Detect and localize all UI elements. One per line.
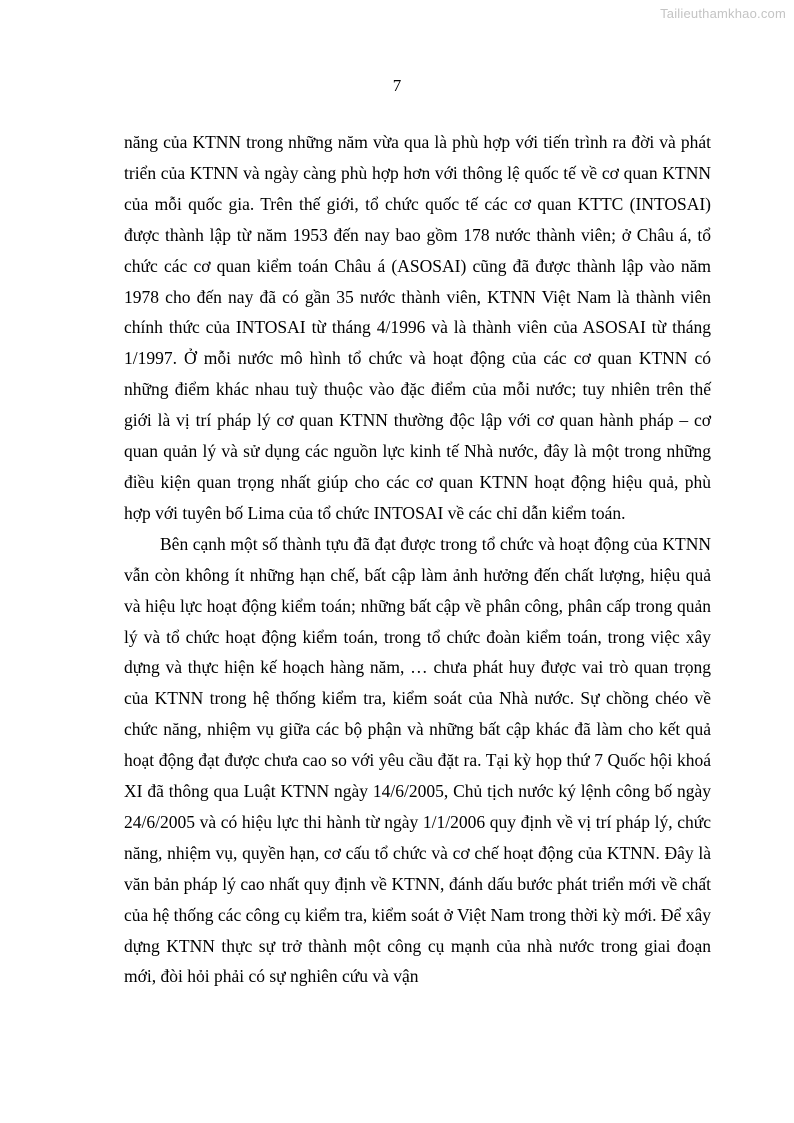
paragraph-continued: năng của KTNN trong những năm vừa qua là phù hợp với tiến trình ra đời và phát triển của KTNN và ngày càng phù hợp hơn với thông lệ quốc tế về cơ quan KTNN của mỗi quốc gia. Trên thế giới, tổ chức quốc tế các cơ quan KTTC (INTOSAI) được thành lập từ năm 1953 đến nay bao gồm 178 nước thành viên; ở Châu á, tổ chức các cơ quan kiểm toán Châu á (ASOSAI) cũng đã được thành lập vào năm 1978 cho đến nay đã có gần 35 nước thành viên, KTNN Việt Nam là thành viên chính thức của INTOSAI từ tháng 4/1996 và là thành viên của ASOSAI từ tháng 1/1997. Ở mỗi nước mô hình tổ chức và hoạt động của các cơ quan KTNN có những điểm khác nhau tuỳ thuộc vào đặc điểm của mỗi nước; tuy nhiên trên thế giới là vị trí pháp lý cơ quan KTNN thường độc lập với cơ quan hành pháp – cơ quan quản lý và sử dụng các nguồn lực kinh tế Nhà nước, đây là một trong những điều kiện quan trọng nhất giúp cho các cơ quan KTNN hoạt động hiệu quả, phù hợp với tuyên bố Lima của tổ chức INTOSAI về các chỉ dẫn kiểm toán. xyxy=(124,132,711,523)
paragraph: Bên cạnh một số thành tựu đã đạt được trong tổ chức và hoạt động của KTNN vẫn còn không ít những hạn chế, bất cập làm ảnh hưởng đến chất lượng, hiệu quả và hiệu lực hoạt động kiểm toán; những bất cập về phân công, phân cấp trong quản lý và tổ chức hoạt động kiểm toán, trong tổ chức đoàn kiểm toán, trong việc xây dựng và thực hiện kế hoạch hàng năm, … chưa phát huy được vai trò quan trọng của KTNN trong hệ thống kiểm tra, kiểm soát của Nhà nước. Sự chồng chéo về chức năng, nhiệm vụ giữa các bộ phận và những bất cập khác đã làm cho kết quả hoạt động đạt được chưa cao so với yêu cầu đặt ra. Tại kỳ họp thứ 7 Quốc hội khoá XI đã thông qua Luật KTNN ngày 14/6/2005, Chủ tịch nước ký lệnh công bố ngày 24/6/2005 và có hiệu lực thi hành từ ngày 1/1/2006 quy định về vị trí pháp lý, chức năng, nhiệm vụ, quyền hạn, cơ cấu tổ chức và cơ chế hoạt động của KTNN. Đây là văn bản pháp lý cao nhất quy định về KTNN, đánh dấu bước phát triển mới về chất của hệ thống các công cụ kiểm tra, kiểm soát ở Việt Nam trong thời kỳ mới. Để xây dựng KTNN thực sự trở thành một công cụ mạnh của nhà nước trong giai đoạn mới, đòi hỏi phải có sự nghiên cứu và vận xyxy=(124,533,711,987)
watermark: Tailieuthamkhao.com xyxy=(660,6,786,21)
page-number: 7 xyxy=(392,76,402,95)
document-body xyxy=(124,127,711,992)
